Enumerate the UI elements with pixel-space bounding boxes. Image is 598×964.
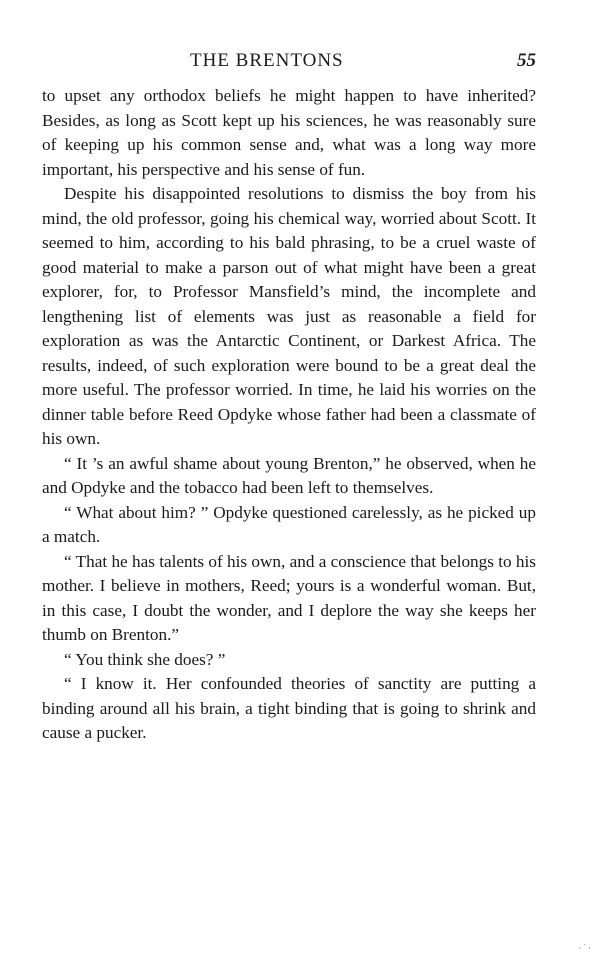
scan-speck: ·˙·: [578, 944, 592, 954]
dialogue-i-know-it: “ I know it. Her confounded theories of sanctity are putting a binding around all his brain, a tight binding that is going to shrink and cause a pucker.: [42, 674, 536, 742]
body-text: [42, 84, 536, 746]
running-head: [42, 48, 536, 74]
dialogue-awful-shame: “ It ’s an awful shame about young Brenton,” he observed, when he and Opdyke and the tobacco had been left to themselves.: [42, 453, 536, 497]
running-title: THE BRENTONS: [190, 50, 344, 71]
dialogue-talents-conscience: “ That he has talents of his own, and a conscience that belongs to his mother. I believe in mothers, Reed; yours is a wonderful woman. But, in this case, I doubt the wonder, and I deplore the way she keeps her thumb on Brenton.”: [42, 551, 536, 644]
dialogue-what-about-him: “ What about him? ” Opdyke questioned carelessly, as he picked up a match.: [42, 502, 536, 546]
page-number: 55: [517, 50, 536, 71]
paragraph-professor-worries: Despite his disappointed resolutions to dismiss the boy from his mind, the old professor, going his chemical way, worried about Scott. It seemed to him, according to his bald phrasing, to be a cruel waste of good material to make a parson out of what might have been a great explorer, for, to Professor Mansfield’s mind, the incomplete and lengthening list of elements was just as reasonable a field for exploration as was the Antarctic Continent, or Darkest Africa. The results, indeed, of such exploration were bound to be a great deal the more useful. The professor worried. In time, he laid his worries on the dinner table before Reed Opdyke whose father had been a classmate of his own.: [42, 184, 536, 448]
dialogue-you-think: “ You think she does? ”: [64, 649, 226, 669]
paragraph-continuation: to upset any orthodox beliefs he might happen to have inherited? Besides, as long as Scott kept up his sciences, he was reasonably sure of keeping up his common sense and, what was a long way more important, his perspective and his sense of fun.: [42, 86, 536, 179]
